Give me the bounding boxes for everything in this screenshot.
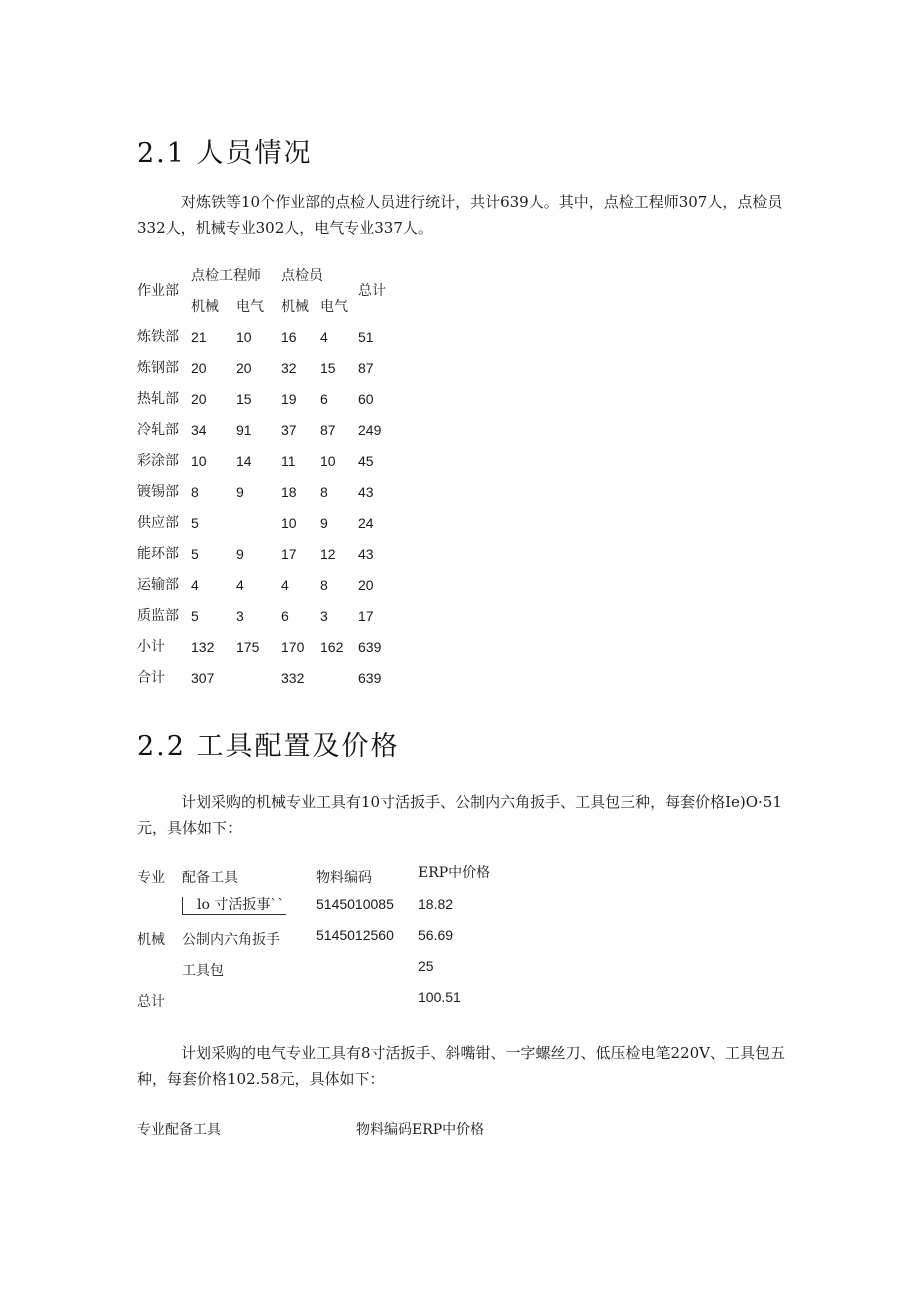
tool-row1-tool-text: lo 寸活扳事`` xyxy=(182,897,286,915)
staff-cell-dept: 冷轧部 xyxy=(137,422,179,438)
staff-cell-eng-elec: 175 xyxy=(236,639,260,655)
header-engineer: 点检工程师 xyxy=(191,268,261,284)
staff-cell-eng-elec: 91 xyxy=(236,422,252,438)
staff-cell-eng-mech: 8 xyxy=(191,484,199,500)
section-heading-personnel: 2.1 人员情况 xyxy=(137,138,313,169)
header-total: 总计 xyxy=(358,283,386,299)
staff-cell-ins-elec: 87 xyxy=(320,422,336,438)
staff-cell-eng-mech: 20 xyxy=(191,391,207,407)
staff-cell-eng-mech: 4 xyxy=(191,577,199,593)
tool-total-price: 100.51 xyxy=(418,989,461,1005)
staff-cell-eng-mech: 10 xyxy=(191,453,207,469)
tool-row2-code: 5145012560 xyxy=(316,927,394,943)
staff-cell-dept: 合计 xyxy=(137,670,165,686)
tool-header-tool: 配备工具 xyxy=(182,870,238,886)
staff-cell-eng-mech: 5 xyxy=(191,515,199,531)
staff-cell-dept: 镀锡部 xyxy=(137,484,179,500)
staff-cell-total: 24 xyxy=(358,515,374,531)
staff-cell-eng-mech: 307 xyxy=(191,670,215,686)
staff-cell-eng-elec: 10 xyxy=(236,329,252,345)
staff-cell-eng-mech: 20 xyxy=(191,360,207,376)
staff-cell-eng-elec: 4 xyxy=(236,577,244,593)
tool-header-specialty: 专业 xyxy=(137,870,165,886)
staff-cell-total: 249 xyxy=(358,422,382,438)
staff-cell-ins-mech: 19 xyxy=(281,391,297,407)
footer-header-left: 专业配备工具 xyxy=(137,1122,221,1138)
subheader-elec-2: 电气 xyxy=(320,299,348,315)
staff-cell-total: 639 xyxy=(358,670,382,686)
staff-cell-total: 43 xyxy=(358,484,374,500)
staff-cell-ins-elec: 15 xyxy=(320,360,336,376)
staff-cell-ins-mech: 32 xyxy=(281,360,297,376)
staff-cell-dept: 能环部 xyxy=(137,546,179,562)
staff-cell-total: 639 xyxy=(358,639,382,655)
staff-cell-total: 20 xyxy=(358,577,374,593)
subheader-mech-2: 机械 xyxy=(281,299,309,315)
staff-cell-dept: 运输部 xyxy=(137,577,179,593)
staff-cell-total: 87 xyxy=(358,360,374,376)
staff-cell-ins-elec: 8 xyxy=(320,484,328,500)
electrical-tools-paragraph: 计划采购的电气专业工具有8寸活扳手、斜嘴钳、一字螺丝刀、低压检电笔220V、工具包五种，每套价格102.58元，具体如下： xyxy=(137,1044,786,1088)
tool-row1-tool xyxy=(182,896,286,915)
staff-cell-total: 45 xyxy=(358,453,374,469)
tool-row1-price: 18.82 xyxy=(418,896,454,912)
staff-cell-dept: 彩涂部 xyxy=(137,453,179,469)
staff-cell-ins-mech: 11 xyxy=(281,453,296,469)
staff-cell-dept: 炼钢部 xyxy=(137,360,179,376)
staff-cell-eng-mech: 5 xyxy=(191,608,199,624)
staff-cell-ins-elec: 6 xyxy=(320,391,328,407)
section-heading-tools: 2.2 工具配置及价格 xyxy=(137,731,400,762)
tool-row2-specialty: 机械 xyxy=(137,932,165,948)
staff-cell-ins-mech: 37 xyxy=(281,422,297,438)
tool-row2-tool: 公制内六角扳手 xyxy=(182,932,280,948)
staff-cell-eng-elec: 9 xyxy=(236,484,244,500)
tool-header-code: 物料编码 xyxy=(316,870,372,886)
staff-cell-eng-elec: 14 xyxy=(236,453,252,469)
staff-cell-total: 17 xyxy=(358,608,374,624)
staff-cell-eng-mech: 21 xyxy=(191,329,207,345)
tool-row3-tool: 工具包 xyxy=(182,963,224,979)
staff-cell-ins-mech: 170 xyxy=(281,639,305,655)
staff-cell-ins-elec: 162 xyxy=(320,639,344,655)
staff-cell-dept: 热轧部 xyxy=(137,391,179,407)
staff-cell-ins-elec: 3 xyxy=(320,608,328,624)
staff-cell-ins-mech: 332 xyxy=(281,670,305,686)
header-inspector: 点检员 xyxy=(281,268,323,284)
staff-cell-eng-mech: 132 xyxy=(191,639,215,655)
tool-row3-price: 25 xyxy=(418,958,434,974)
staff-cell-ins-elec: 4 xyxy=(320,329,328,345)
staff-cell-eng-elec: 3 xyxy=(236,608,244,624)
staff-cell-eng-elec: 9 xyxy=(236,546,244,562)
subheader-elec-1: 电气 xyxy=(236,299,264,315)
subheader-mech-1: 机械 xyxy=(191,299,219,315)
staff-cell-eng-elec: 20 xyxy=(236,360,252,376)
staff-cell-eng-elec: 15 xyxy=(236,391,252,407)
staff-cell-dept: 小计 xyxy=(137,639,165,655)
staff-cell-ins-mech: 17 xyxy=(281,546,297,562)
staff-cell-eng-mech: 5 xyxy=(191,546,199,562)
staff-cell-ins-elec: 9 xyxy=(320,515,328,531)
staff-cell-dept: 供应部 xyxy=(137,515,179,531)
staff-cell-ins-mech: 16 xyxy=(281,329,297,345)
tool-header-price: ERP中价格 xyxy=(418,865,491,881)
staff-cell-dept: 炼铁部 xyxy=(137,329,179,345)
staff-cell-total: 60 xyxy=(358,391,374,407)
staff-cell-eng-mech: 34 xyxy=(191,422,207,438)
staff-cell-total: 51 xyxy=(358,329,374,345)
tool-total-label: 总计 xyxy=(137,994,165,1010)
staff-cell-dept: 质监部 xyxy=(137,608,179,624)
staff-cell-ins-mech: 18 xyxy=(281,484,297,500)
staff-cell-ins-elec: 8 xyxy=(320,577,328,593)
staff-cell-ins-elec: 10 xyxy=(320,453,336,469)
staff-cell-ins-mech: 4 xyxy=(281,577,289,593)
header-dept: 作业部 xyxy=(137,283,179,299)
tool-row2-price: 56.69 xyxy=(418,927,454,943)
mechanical-tools-paragraph: 计划采购的机械专业工具有10寸活扳手、公制内六角扳手、工具包三种，每套价格Ie)O·51元，具体如下： xyxy=(137,793,782,837)
staff-cell-ins-mech: 10 xyxy=(281,515,297,531)
tool-row1-code: 5145010085 xyxy=(316,896,394,912)
staff-cell-ins-elec: 12 xyxy=(320,546,336,562)
personnel-summary-paragraph: 对炼铁等10个作业部的点检人员进行统计，共计639人。其中，点检工程师307人，点检员332人，机械专业302人，电气专业337人。 xyxy=(137,193,783,237)
footer-header-right: 物料编码ERP中价格 xyxy=(356,1122,485,1138)
staff-cell-ins-mech: 6 xyxy=(281,608,289,624)
staff-cell-total: 43 xyxy=(358,546,374,562)
